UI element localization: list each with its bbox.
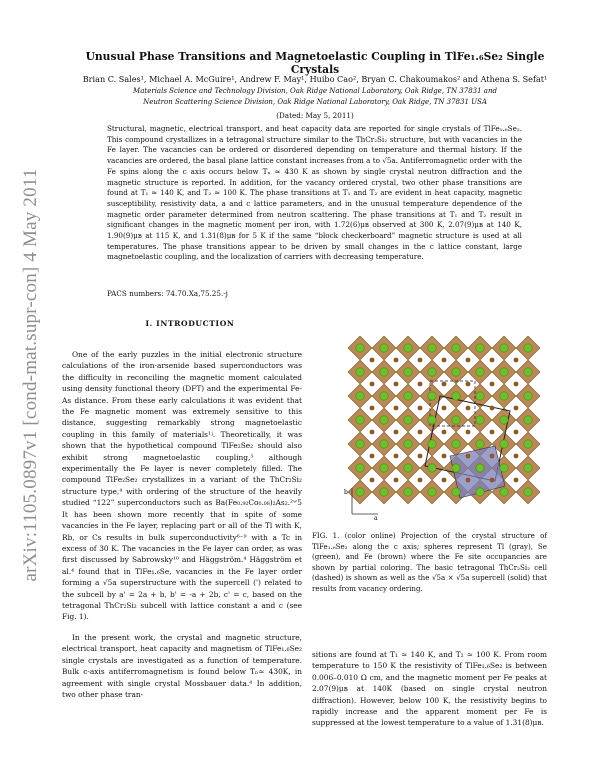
se-atom	[404, 440, 412, 448]
fe-atom	[370, 382, 375, 387]
se-atom	[380, 440, 388, 448]
se-atom	[404, 464, 412, 472]
fe-atom	[442, 358, 447, 363]
fe-atom	[370, 454, 375, 459]
se-atom	[404, 344, 412, 352]
fe-atom	[418, 406, 423, 411]
fe-atom	[490, 430, 495, 435]
se-atom	[380, 344, 388, 352]
fe-atom	[418, 382, 423, 387]
fe-atom	[370, 478, 375, 483]
fe-atom	[466, 478, 471, 483]
axis-b-label: b	[344, 489, 348, 496]
fe-atom	[394, 478, 399, 483]
se-atom	[524, 464, 532, 472]
arxiv-stamp	[16, 140, 46, 610]
se-atom	[380, 416, 388, 424]
fe-atom	[394, 382, 399, 387]
se-atom	[476, 464, 484, 472]
se-atom	[452, 440, 460, 448]
se-atom	[404, 416, 412, 424]
se-atom	[452, 464, 460, 472]
se-atom	[404, 368, 412, 376]
se-atom	[476, 416, 484, 424]
abstract: Structural, magnetic, electrical transport, and heat capacity data are reported for single crystals of TlFe₁.₆Se₂. This compound crystallizes in a tetragonal structure similar to the ThCr₂Si₂ structure, but with vacancies in the Fe layer. The vacancies can be ordered or disordered depending on temperature and thermal history. If the vacancies are ordered, the basal plane lattice constant increases from a to √5a. Antiferromagnetic order with the Fe spins along the c axis occurs below Tₙ ≈ 430 K as shown by single crystal neutron diffraction and the magnetic structure is reported. In addition, for the vacancy ordered crystal, two other phase transitions are found at T₁ ≈ 140 K, and T₂ ≈ 100 K. The phase transitions at T₁ and T₂ are evident in heat capacity, magnetic susceptibility, resistivity data, a and c lattice parameters, and in the unusual temperature dependence of the magnetic order parameter determined from neutron scattering. The phase transitions at T₁ and T₂ result in significant changes in the magnetic moment per iron, with 1.72(6)μʙ observed at 300 K, 2.07(9)μʙ at 140 K, 1.90(9)μʙ at 115 K, and 1.31(8)μʙ for 5 K if the same “block checkerboard” magnetic structure is used at all temperatures. The phase transitions appear to be driven by small changes in the c lattice constant, large magnetoelastic coupling, and the localization of carriers with decreasing temperature.	[107, 124, 522, 262]
se-atom	[476, 368, 484, 376]
se-atom	[356, 440, 364, 448]
se-atom	[452, 416, 460, 424]
paper-title: Unusual Phase Transitions and Magnetoelastic Coupling in TlFe₁.₆Se₂ Single Crystals	[85, 50, 545, 76]
se-atom	[452, 344, 460, 352]
se-atom	[428, 416, 436, 424]
pacs-numbers: PACS numbers: 74.70.Xa,75.25.-j	[107, 289, 228, 298]
fe-atom	[466, 358, 471, 363]
se-atom	[452, 368, 460, 376]
fe-atom	[514, 406, 519, 411]
date-line: (Dated: May 5, 2011)	[276, 111, 354, 120]
se-atom	[524, 344, 532, 352]
affiliation-1: Materials Science and Technology Division, Oak Ridge National Laboratory, Oak Ridge, TN 37831 and	[133, 87, 497, 95]
fe-atom	[370, 406, 375, 411]
section-heading: I. INTRODUCTION	[145, 319, 235, 328]
arxiv-id: arXiv:1105.0897v1 [cond-mat.supr-con] 4 May 2011	[20, 168, 41, 582]
fe-atom	[490, 382, 495, 387]
se-atom	[356, 368, 364, 376]
intro-text-1: One of the early puzzles in the initial electronic structure calculations of the iron-arsenide based superconductors was the difficulty in reconciling the magnetic moment calculated using density functional theory (DFT) and the experimental Fe-As distance. From these early calculations it was evident that the Fe magnetic moment was extremely sensitive to this distance, suggesting remarkably strong magnetoelastic coupling in this family of materials¹ʲ. Theoretically, it was shown that the hypothetical compound TlFe₂Se₂ should also exhibit strong magnetoelastic coupling,³ although experimentally the Fe layer is never completely filled. The compound TlFe₂Se₂ crystallizes in a variant of the ThCr₂Si₂ structure type,⁴ with ordering of the structure of the heavily studied “122” superconductors such as Ba(Fe₀.₉₂Co₀.₀₈)₂As₂.²ʷ5 It has been shown more recently that in spite of some vacancies in the Fe layer, replacing part or all of the Tl with K, Rb, or Cs results in bulk superconductivity⁶⁻⁹ with a Tc in excess of 30 K. The vacancies in the Fe layer can order, as was first discussed by Sabrowsky¹⁰ and Häggström.⁴ Häggström et al.⁴ found that in TlFe₁.₆Se, vacancies in the Fe layer order forming a √5a superstructure with the supercell (') related to the subcell by a' = 2a + b, b' = -a + 2b, c' = c, based on the tetragonal ThCr₂Si₂ subcell with lattice constant a and c (see Fig. 1).	[62, 350, 302, 622]
fe-atom	[394, 358, 399, 363]
fe-atom	[418, 478, 423, 483]
se-atom	[428, 392, 436, 400]
fe-atom	[514, 478, 519, 483]
se-atom	[476, 392, 484, 400]
fe-atom	[442, 478, 447, 483]
intro-paragraph-1	[62, 349, 302, 623]
fe-atom	[490, 478, 495, 483]
fe-atom	[490, 454, 495, 459]
crystal-structure-figure	[330, 336, 552, 521]
fe-atom	[514, 382, 519, 387]
se-atom	[500, 464, 508, 472]
fe-atom	[514, 358, 519, 363]
se-atom	[428, 440, 436, 448]
fe-atom	[466, 454, 471, 459]
se-atom	[500, 440, 508, 448]
se-atom	[428, 464, 436, 472]
se-atom	[500, 344, 508, 352]
crystal-structure-svg	[330, 336, 552, 521]
fe-atom	[394, 454, 399, 459]
se-atom	[524, 392, 532, 400]
fe-atom	[442, 382, 447, 387]
axis-a-label: a	[374, 515, 378, 521]
se-atom	[500, 416, 508, 424]
affiliation-2: Neutron Scattering Science Division, Oak Ridge National Laboratory, Oak Ridge, TN 37831 USA	[143, 98, 487, 106]
fe-atom	[466, 382, 471, 387]
se-atom	[524, 440, 532, 448]
se-atom	[356, 392, 364, 400]
fe-atom	[490, 406, 495, 411]
fe-atom	[394, 406, 399, 411]
se-atom	[428, 488, 436, 496]
se-atom	[356, 416, 364, 424]
fe-atom	[418, 430, 423, 435]
se-atom	[380, 368, 388, 376]
se-atom	[476, 440, 484, 448]
se-atom	[476, 488, 484, 496]
se-atom	[380, 488, 388, 496]
se-atom	[404, 392, 412, 400]
fe-atom	[442, 454, 447, 459]
se-atom	[380, 464, 388, 472]
se-atom	[356, 464, 364, 472]
fe-atom	[514, 430, 519, 435]
se-atom	[452, 392, 460, 400]
fe-atom	[370, 358, 375, 363]
fe-atom	[418, 454, 423, 459]
se-atom	[524, 416, 532, 424]
fe-atom	[442, 430, 447, 435]
se-atom	[452, 488, 460, 496]
se-atom	[476, 344, 484, 352]
se-atom	[500, 392, 508, 400]
intro-paragraph-2	[62, 632, 302, 700]
figure-caption: FIG. 1. (color online) Projection of the crystal structure of TlFe₁.₆Se₂ along the c axis; spheres represent Tl (gray), Se (green), and Fe (brown) where the Fe site occupancies are shown by partial coloring. The basic tetragonal ThCr₂Si₂ cell (dashed) is shown as well as the √5a × √5a supercell (solid) that results from vacancy ordering.	[312, 531, 547, 593]
fe-atom	[370, 430, 375, 435]
se-atom	[356, 488, 364, 496]
fe-atom	[466, 406, 471, 411]
se-atom	[404, 488, 412, 496]
se-atom	[524, 368, 532, 376]
se-atom	[356, 344, 364, 352]
intro-text-2: In the present work, the crystal and magnetic structure, electrical transport, heat capacity and magnetism of TlFe₁.₆Se₂ single crystals are investigated as a function of temperature. Bulk c-axis antiferromagnetism is found below Tₙ≈ 430K, in agreement with single crystal Mossbauer data.⁴ In addition, two other phase tran-	[62, 633, 302, 700]
se-atom	[428, 368, 436, 376]
se-atom	[380, 392, 388, 400]
fe-atom	[466, 430, 471, 435]
fe-atom	[418, 358, 423, 363]
fe-atom	[394, 430, 399, 435]
fe-atom	[514, 454, 519, 459]
column-2-text: sitions are found at T₁ ≈ 140 K, and T₂ ≈ 100 K. From room temperature to 150 K the resistivity of TlFe₁.₆Se₂ is between 0.006–0.010 Ω cm, and the magnetic moment per Fe peaks at 2.07(9)μʙ at 140K (based on single crystal neutron diffraction). However, below 100 K, the resistivity begins to rapidly increase and the apparent moment per Fe is suppressed at the lowest temperature to a value of 1.31(8)μʙ.	[312, 650, 547, 728]
se-atom	[500, 488, 508, 496]
author-list: Brian C. Sales¹, Michael A. McGuire¹, Andrew F. May¹, Huibo Cao², Bryan C. Chakoumakos² and Athena S. Sefat¹	[82, 74, 548, 84]
se-atom	[524, 488, 532, 496]
se-atom	[428, 344, 436, 352]
se-atom	[500, 368, 508, 376]
fe-atom	[490, 358, 495, 363]
fe-atom	[442, 406, 447, 411]
